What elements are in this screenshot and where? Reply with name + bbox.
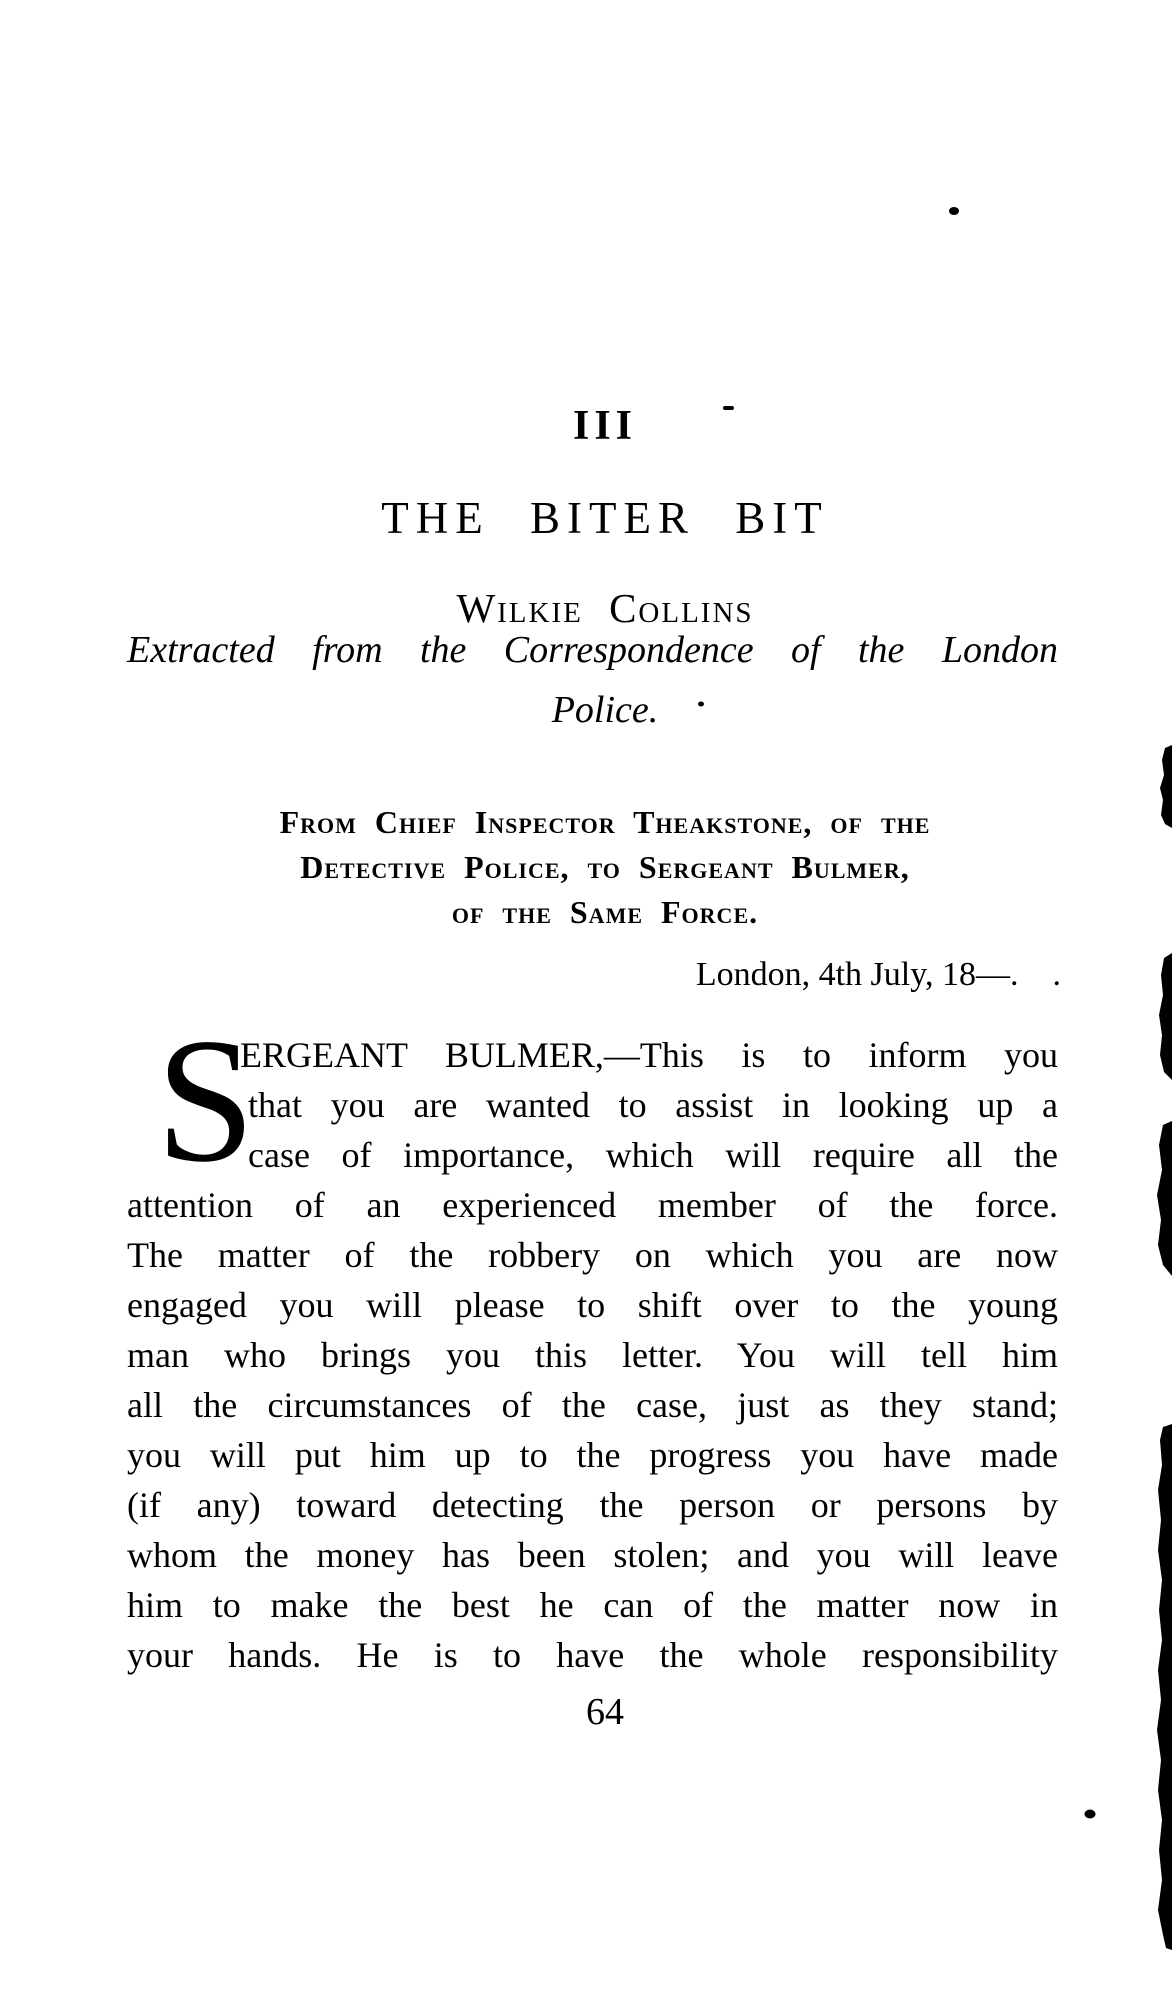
- drop-cap: S: [156, 1001, 255, 1199]
- story-title: THE BITER BIT: [381, 493, 829, 543]
- chapter-number: III: [572, 403, 638, 449]
- body-line: ERGEANT BULMER,—This is to inform you: [240, 1035, 1058, 1075]
- letter-heading-line-2: Detective Police, to Sergeant Bulmer,: [300, 849, 910, 885]
- scan-edge-mark: [1157, 1121, 1172, 1276]
- letter-heading-line-1: From Chief Inspector Theakstone, of the: [279, 804, 931, 840]
- body-line: all the circumstances of the case, just as they stand;: [127, 1385, 1058, 1425]
- scan-speck: [1085, 1810, 1096, 1819]
- body-line: The matter of the robbery on which you are now: [127, 1235, 1058, 1275]
- letter-body: [127, 1001, 1058, 1680]
- body-line: engaged you will please to shift over to the young: [127, 1285, 1058, 1325]
- scan-edge-mark: [1159, 953, 1172, 1080]
- body-line: your hands. He is to have the whole responsibility: [127, 1635, 1058, 1675]
- body-line: whom the money has been stolen; and you will leave: [127, 1535, 1058, 1575]
- letter-heading-line-3: of the Same Force.: [451, 894, 759, 930]
- caption-line-1: Extracted from the Correspondence of the London: [127, 629, 1058, 671]
- page-number: 64: [586, 1691, 624, 1733]
- author-name: Wilkie Collins: [456, 585, 754, 631]
- body-line: you will put him up to the progress you have made: [127, 1435, 1058, 1475]
- body-line: that you are wanted to assist in looking up a: [248, 1085, 1058, 1125]
- dateline: London, 4th July, 18—. .: [695, 956, 1061, 993]
- body-line: him to make the best he can of the matter now in: [127, 1585, 1058, 1625]
- body-line: case of importance, which will require all the: [248, 1135, 1058, 1175]
- scan-edge-mark: [1160, 745, 1172, 828]
- caption-line-2: Police.: [551, 689, 659, 731]
- body-line: (if any) toward detecting the person or persons by: [127, 1485, 1058, 1525]
- body-line: attention of an experienced member of the force.: [127, 1185, 1058, 1225]
- letter-heading: [140, 800, 1070, 935]
- body-line: man who brings you this letter. You will tell him: [127, 1335, 1058, 1375]
- scan-edge-strip: [1157, 1424, 1172, 1950]
- scan-speck: [949, 207, 959, 215]
